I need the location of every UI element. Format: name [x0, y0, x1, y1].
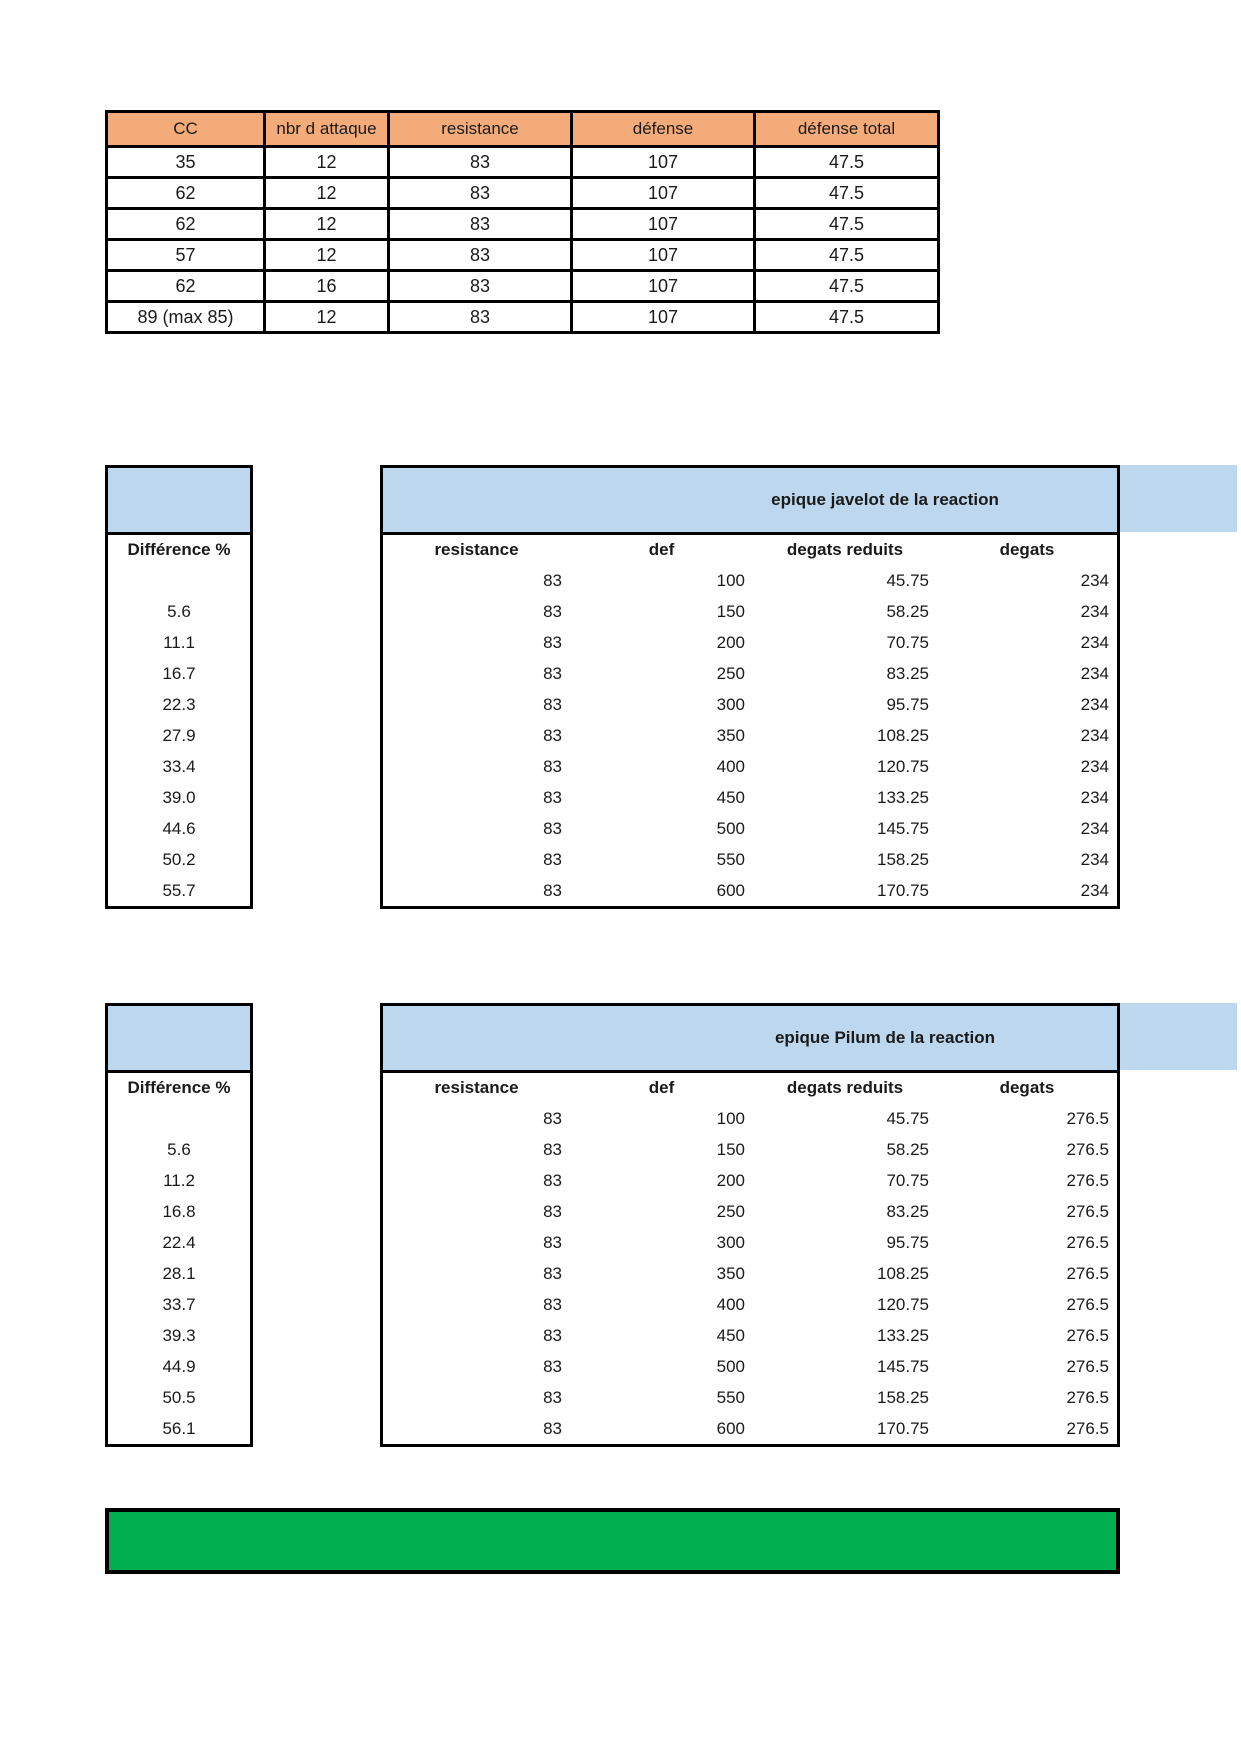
table-cell: 120.75 — [877, 1294, 929, 1314]
table-cell: 12 — [266, 148, 390, 179]
header-resistance: resistance — [434, 540, 519, 559]
table-cell: 95.75 — [886, 694, 929, 714]
table-cell: 70.75 — [886, 632, 929, 652]
table-cell: 170.75 — [877, 880, 929, 900]
stats-header-defense-total: défense total — [756, 113, 940, 148]
table-row — [108, 1103, 250, 1134]
header-degats: degats — [999, 1078, 1055, 1097]
table-row — [108, 1289, 250, 1320]
table-cell: 83 — [543, 1387, 562, 1407]
table-cell: 276.5 — [1066, 1263, 1109, 1283]
table-row — [108, 1196, 250, 1227]
table-cell: 55.7 — [162, 880, 196, 900]
table-cell: 16.8 — [162, 1201, 196, 1221]
green-highlight-bar — [105, 1508, 1120, 1574]
table-row — [108, 875, 250, 906]
table-cell: 234 — [1080, 601, 1109, 621]
table-row — [108, 844, 250, 875]
header-degats: degats — [999, 540, 1055, 559]
table-cell: 200 — [716, 1170, 745, 1190]
table-cell: 300 — [716, 694, 745, 714]
table-cell: 107 — [573, 272, 756, 303]
table-cell: 83 — [543, 1201, 562, 1221]
table-cell: 145.75 — [877, 818, 929, 838]
table-row — [383, 1413, 1117, 1444]
difference-band-javelot — [108, 468, 250, 535]
table-row — [108, 751, 250, 782]
table-row — [108, 179, 940, 210]
table-row — [383, 1258, 1117, 1289]
table-cell: 28.1 — [162, 1263, 196, 1283]
table-cell: 83 — [543, 818, 562, 838]
damage-table-header-row-javelot — [383, 535, 1117, 565]
table-cell: 39.3 — [162, 1325, 196, 1345]
table-cell: 95.75 — [886, 1232, 929, 1252]
table-row — [108, 148, 940, 179]
table-cell: 83 — [543, 725, 562, 745]
table-cell: 83 — [390, 303, 573, 334]
table-cell: 83.25 — [886, 663, 929, 683]
table-cell: 70.75 — [886, 1170, 929, 1190]
header-degats-reduits: degats reduits — [786, 540, 904, 559]
table-cell: 107 — [573, 179, 756, 210]
table-row — [108, 1320, 250, 1351]
table-cell: 276.5 — [1066, 1387, 1109, 1407]
table-row — [108, 1351, 250, 1382]
table-cell: 234 — [1080, 787, 1109, 807]
difference-table-javelot — [105, 465, 253, 909]
table-cell — [108, 565, 250, 596]
stats-table-header-row — [108, 113, 940, 148]
stats-table — [105, 110, 940, 334]
table-row — [108, 272, 940, 303]
table-row — [383, 720, 1117, 751]
table-row — [383, 1382, 1117, 1413]
table-cell: 89 (max 85) — [108, 303, 266, 334]
table-cell: 22.4 — [162, 1232, 196, 1252]
table-cell: 47.5 — [756, 179, 940, 210]
table-cell: 133.25 — [877, 1325, 929, 1345]
table-cell: 83 — [543, 1139, 562, 1159]
table-cell: 108.25 — [877, 1263, 929, 1283]
table-cell: 62 — [108, 179, 266, 210]
table-cell: 83 — [543, 756, 562, 776]
table-cell: 300 — [716, 1232, 745, 1252]
table-cell: 5.6 — [167, 1139, 191, 1159]
table-cell: 47.5 — [756, 303, 940, 334]
table-cell: 83 — [543, 694, 562, 714]
table-cell: 58.25 — [886, 1139, 929, 1159]
table-cell: 158.25 — [877, 1387, 929, 1407]
table-row — [108, 1134, 250, 1165]
table-cell: 350 — [716, 725, 745, 745]
header-def: def — [648, 1078, 675, 1097]
table-cell: 83 — [543, 1294, 562, 1314]
table-row — [108, 210, 940, 241]
table-cell: 107 — [573, 148, 756, 179]
damage-table-header-row-pilum — [383, 1073, 1117, 1103]
table-row — [383, 689, 1117, 720]
table-cell: 158.25 — [877, 849, 929, 869]
table-cell: 12 — [266, 179, 390, 210]
stats-header-nbr-attaque: nbr d attaque — [266, 113, 390, 148]
table-cell: 83 — [543, 601, 562, 621]
table-cell: 234 — [1080, 725, 1109, 745]
table-row — [108, 1258, 250, 1289]
table-cell: 276.5 — [1066, 1356, 1109, 1376]
table-row — [108, 658, 250, 689]
table-cell: 44.9 — [162, 1356, 196, 1376]
table-row — [383, 875, 1117, 906]
table-row — [108, 782, 250, 813]
table-row — [383, 1103, 1117, 1134]
table-cell: 83 — [543, 1170, 562, 1190]
difference-header-row-javelot — [108, 535, 250, 565]
table-cell: 234 — [1080, 849, 1109, 869]
table-row — [383, 751, 1117, 782]
table-cell: 11.1 — [163, 632, 195, 652]
table-cell: 47.5 — [756, 210, 940, 241]
table-cell: 83 — [390, 210, 573, 241]
table-cell: 276.5 — [1066, 1108, 1109, 1128]
table-cell: 400 — [716, 756, 745, 776]
table-cell: 83 — [543, 570, 562, 590]
table-cell: 44.6 — [162, 818, 196, 838]
table-row — [108, 627, 250, 658]
table-row — [383, 1134, 1117, 1165]
table-cell: 47.5 — [756, 272, 940, 303]
table-row — [108, 596, 250, 627]
table-cell: 150 — [716, 601, 745, 621]
table-row — [108, 241, 940, 272]
table-cell: 58.25 — [886, 601, 929, 621]
table-cell: 107 — [573, 210, 756, 241]
table-cell: 234 — [1080, 818, 1109, 838]
table-row — [383, 1320, 1117, 1351]
table-cell: 400 — [716, 1294, 745, 1314]
table-cell: 276.5 — [1066, 1325, 1109, 1345]
section-title-pilum: epique Pilum de la reaction — [774, 1028, 996, 1047]
table-cell: 22.3 — [162, 694, 196, 714]
table-cell: 83 — [390, 179, 573, 210]
table-cell: 276.5 — [1066, 1139, 1109, 1159]
table-cell: 50.5 — [162, 1387, 196, 1407]
table-cell: 12 — [266, 241, 390, 272]
table-cell: 83 — [390, 148, 573, 179]
table-cell: 276.5 — [1066, 1418, 1109, 1438]
table-cell: 276.5 — [1066, 1170, 1109, 1190]
table-cell: 11.2 — [163, 1170, 195, 1190]
table-cell: 83 — [543, 880, 562, 900]
table-row — [383, 1227, 1117, 1258]
table-cell: 107 — [573, 303, 756, 334]
table-cell: 83 — [543, 1108, 562, 1128]
table-cell: 500 — [716, 1356, 745, 1376]
table-cell: 200 — [716, 632, 745, 652]
table-cell: 450 — [716, 1325, 745, 1345]
table-row — [108, 720, 250, 751]
table-cell: 234 — [1080, 694, 1109, 714]
table-cell: 45.75 — [886, 1108, 929, 1128]
table-cell: 600 — [716, 880, 745, 900]
table-cell: 120.75 — [877, 756, 929, 776]
table-cell: 62 — [108, 210, 266, 241]
table-cell: 107 — [573, 241, 756, 272]
table-row — [108, 1382, 250, 1413]
table-cell: 62 — [108, 272, 266, 303]
table-row — [383, 1289, 1117, 1320]
table-cell: 276.5 — [1066, 1294, 1109, 1314]
table-cell: 83 — [543, 663, 562, 683]
table-cell: 27.9 — [162, 725, 196, 745]
stats-header-defense: défense — [573, 113, 756, 148]
table-row — [108, 1413, 250, 1444]
header-def: def — [648, 540, 675, 559]
table-cell: 83 — [543, 1418, 562, 1438]
difference-band-pilum — [108, 1006, 250, 1073]
table-row — [383, 658, 1117, 689]
table-cell: 45.75 — [886, 570, 929, 590]
table-row — [383, 565, 1117, 596]
table-cell: 39.0 — [162, 787, 196, 807]
table-cell: 250 — [716, 1201, 745, 1221]
table-cell: 234 — [1080, 570, 1109, 590]
table-cell: 5.6 — [167, 601, 191, 621]
table-row — [383, 1196, 1117, 1227]
table-cell: 50.2 — [162, 849, 196, 869]
table-cell: 108.25 — [877, 725, 929, 745]
table-row — [108, 689, 250, 720]
difference-header-row-pilum — [108, 1073, 250, 1103]
table-cell: 83 — [390, 272, 573, 303]
table-cell: 550 — [716, 849, 745, 869]
table-row — [108, 1227, 250, 1258]
table-cell: 35 — [108, 148, 266, 179]
table-cell: 133.25 — [877, 787, 929, 807]
table-cell: 234 — [1080, 632, 1109, 652]
header-resistance: resistance — [434, 1078, 519, 1097]
header-degats-reduits: degats reduits — [786, 1078, 904, 1097]
table-cell: 12 — [266, 303, 390, 334]
table-cell: 145.75 — [877, 1356, 929, 1376]
table-cell: 234 — [1080, 663, 1109, 683]
table-cell: 57 — [108, 241, 266, 272]
difference-table-pilum — [105, 1003, 253, 1447]
table-cell: 83 — [543, 1356, 562, 1376]
table-cell: 276.5 — [1066, 1232, 1109, 1252]
table-row — [383, 1351, 1117, 1382]
table-cell: 12 — [266, 210, 390, 241]
table-cell: 600 — [716, 1418, 745, 1438]
table-cell: 150 — [716, 1139, 745, 1159]
table-cell: 170.75 — [877, 1418, 929, 1438]
table-cell: 83 — [543, 849, 562, 869]
table-row — [108, 565, 250, 596]
table-row — [383, 596, 1117, 627]
table-cell: 83.25 — [886, 1201, 929, 1221]
table-cell: 83 — [543, 632, 562, 652]
table-cell: 450 — [716, 787, 745, 807]
table-row — [383, 813, 1117, 844]
table-row — [383, 844, 1117, 875]
table-cell: 500 — [716, 818, 745, 838]
table-cell: 83 — [543, 787, 562, 807]
table-row — [108, 303, 940, 334]
table-row — [383, 1165, 1117, 1196]
table-cell: 100 — [716, 1108, 745, 1128]
stats-header-resistance: resistance — [390, 113, 573, 148]
damage-table-javelot — [380, 465, 1120, 909]
table-cell: 83 — [543, 1232, 562, 1252]
table-cell: 83 — [390, 241, 573, 272]
damage-table-pilum — [380, 1003, 1120, 1447]
table-cell: 250 — [716, 663, 745, 683]
table-cell: 33.4 — [162, 756, 196, 776]
title-band-javelot — [383, 468, 1117, 535]
table-row — [383, 627, 1117, 658]
table-cell: 56.1 — [162, 1418, 196, 1438]
table-cell: 33.7 — [162, 1294, 196, 1314]
table-row — [383, 782, 1117, 813]
stats-header-cc: CC — [108, 113, 266, 148]
table-row — [108, 813, 250, 844]
difference-header-label: Différence % — [127, 1078, 231, 1097]
table-cell: 47.5 — [756, 148, 940, 179]
table-cell: 276.5 — [1066, 1201, 1109, 1221]
difference-header-label: Différence % — [127, 540, 231, 559]
title-band-extension-pilum — [1120, 1003, 1237, 1070]
table-cell: 83 — [543, 1325, 562, 1345]
table-cell: 550 — [716, 1387, 745, 1407]
title-band-extension-javelot — [1120, 465, 1237, 532]
table-cell: 83 — [543, 1263, 562, 1283]
table-cell: 234 — [1080, 756, 1109, 776]
table-cell: 100 — [716, 570, 745, 590]
table-cell: 16 — [266, 272, 390, 303]
table-cell: 234 — [1080, 880, 1109, 900]
table-cell: 16.7 — [162, 663, 196, 683]
title-band-pilum — [383, 1006, 1117, 1073]
table-row — [108, 1165, 250, 1196]
table-cell: 350 — [716, 1263, 745, 1283]
table-cell — [108, 1103, 250, 1134]
section-title-javelot: epique javelot de la reaction — [771, 490, 999, 509]
table-cell: 47.5 — [756, 241, 940, 272]
